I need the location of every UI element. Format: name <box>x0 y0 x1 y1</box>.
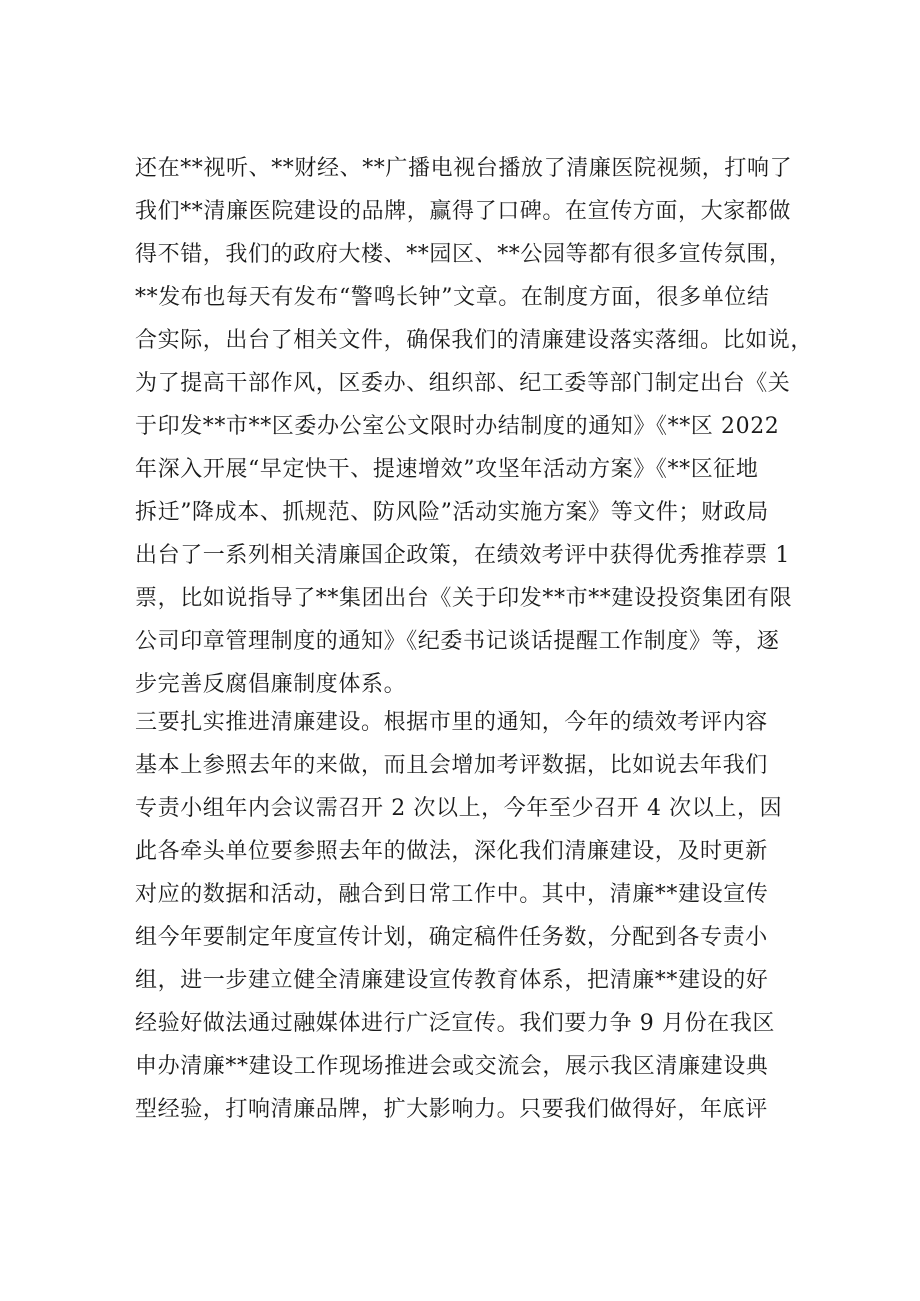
paragraph-line: 基本上参照去年的来做，而且会增加考评数据，比如说去年我们 <box>135 753 768 778</box>
paragraph-line: 为了提高干部作风，区委办、组织部、纪工委等部门制定出台《关 <box>135 371 791 396</box>
paragraph-line: 得不错，我们的政府大楼、**园区、**公园等都有很多宣传氛围， <box>135 242 792 267</box>
paragraph-line: 年深入开展“早定快干、提速增效”攻坚年活动方案》《**区征地 <box>135 457 759 482</box>
paragraph-line: 申办清廉**建设工作现场推进会或交流会，展示我区清廉建设典 <box>135 1054 769 1079</box>
paragraph-line: 我们**清廉医院建设的品牌，赢得了口碑。在宣传方面，大家都做 <box>135 199 792 224</box>
paragraph-line: 公司印章管理制度的通知》《纪委书记谈话提醒工作制度》等，逐 <box>135 629 780 654</box>
paragraph-line: 合实际，出台了相关文件，确保我们的清廉建设落实落细。比如说， <box>135 328 814 353</box>
paragraph-line: 经验好做法通过融媒体进行广泛宣传。我们要力争 9 月份在我区 <box>135 1011 775 1036</box>
paragraph-line: 拆迁”降成本、抓规范、防风险”活动实施方案》等文件；财政局 <box>135 500 769 525</box>
paragraph-line: 对应的数据和活动，融合到日常工作中。其中，清廉**建设宣传 <box>135 882 769 907</box>
paragraph-line: 票，比如说指导了**集团出台《关于印发**市**建设投资集团有限 <box>135 586 793 611</box>
paragraph-line: 于印发**市**区委办公室公文限时办结制度的通知》《**区 2022 <box>135 414 780 439</box>
paragraph-line: 此各牵头单位要参照去年的做法，深化我们清廉建设，及时更新 <box>135 839 768 864</box>
paragraph-line: 还在**视听、**财经、**广播电视台播放了清廉医院视频，打响了 <box>135 156 793 181</box>
paragraph-line: 专责小组年内会议需召开 2 次以上，今年至少召开 4 次以上，因 <box>135 796 783 821</box>
paragraph-line: 组今年要制定年度宣传计划，确定稿件任务数，分配到各专责小 <box>135 925 768 950</box>
paragraph-line: 型经验，打响清廉品牌，扩大影响力。只要我们做得好，年底评 <box>135 1097 768 1122</box>
paragraph-line: 出台了一系列相关清廉国企政策，在绩效考评中获得优秀推荐票 1 <box>135 543 790 568</box>
paragraph-line: 组，进一步建立健全清廉建设宣传教育体系，把清廉**建设的好 <box>135 968 769 993</box>
paragraph-line: **发布也每天有发布“警鸣长钟”文章。在制度方面，很多单位结 <box>135 285 770 310</box>
paragraph-line: 三要扎实推进清廉建设。根据市里的通知，今年的绩效考评内容 <box>135 710 768 735</box>
paragraph-line: 步完善反腐倡廉制度体系。 <box>135 672 407 697</box>
